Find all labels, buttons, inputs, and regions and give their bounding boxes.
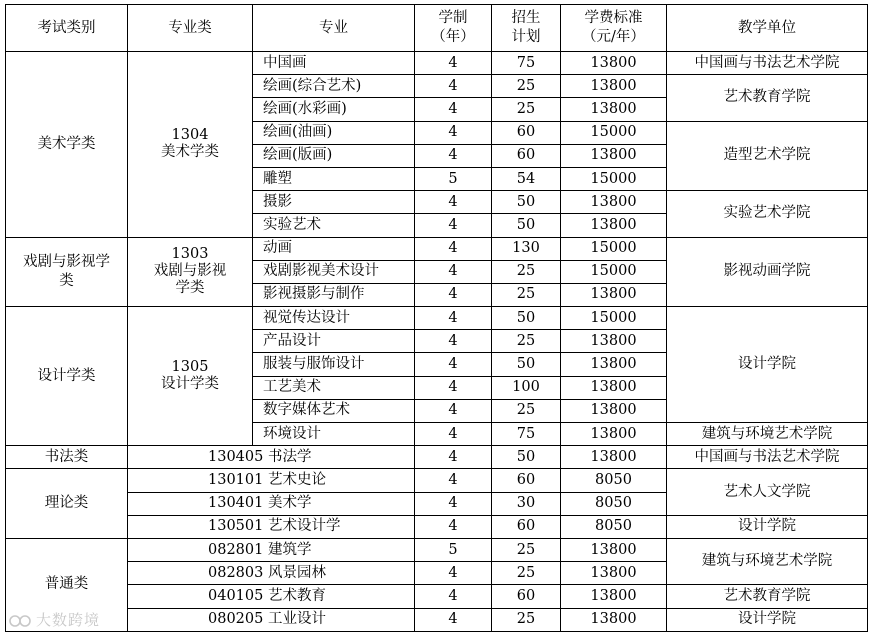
fee-cell: 13800 (561, 399, 667, 422)
major-cell: 130501 艺术设计学 (128, 515, 415, 538)
years-cell: 5 (415, 167, 492, 190)
major-cell: 实验艺术 (253, 214, 415, 237)
quota-cell: 130 (492, 237, 561, 260)
header-tuition-line2: （元/年） (582, 29, 645, 45)
quota-cell: 25 (492, 330, 561, 353)
years-cell: 4 (415, 191, 492, 214)
years-cell: 4 (415, 376, 492, 399)
class-design-name: 设计学类 (161, 376, 219, 393)
major-cell: 绘画(油画) (253, 121, 415, 144)
major-cell: 中国画 (253, 52, 415, 75)
years-cell: 4 (415, 52, 492, 75)
fee-cell: 13800 (561, 376, 667, 399)
fee-cell: 8050 (561, 469, 667, 492)
major-cell: 082803 风景园林 (128, 562, 415, 585)
major-cell: 数字媒体艺术 (253, 399, 415, 422)
unit-art-education: 艺术教育学院 (667, 585, 868, 608)
table-row (6, 469, 868, 492)
major-cell: 戏剧影视美术设计 (253, 260, 415, 283)
fee-cell: 13800 (561, 330, 667, 353)
table-row (6, 446, 868, 469)
major-cell: 082801 建筑学 (128, 538, 415, 561)
years-cell: 4 (415, 260, 492, 283)
major-cell: 绘画(版画) (253, 144, 415, 167)
major-cell: 产品设计 (253, 330, 415, 353)
header-duration-line1: 学制 (438, 10, 468, 26)
fee-cell: 15000 (561, 260, 667, 283)
fee-cell: 13800 (561, 538, 667, 561)
class-drama-code: 1303 (171, 246, 209, 263)
fee-cell: 13800 (561, 144, 667, 167)
unit-design: 设计学院 (667, 307, 868, 423)
fee-cell: 8050 (561, 515, 667, 538)
unit-architecture: 建筑与环境艺术学院 (667, 423, 868, 446)
quota-cell: 50 (492, 307, 561, 330)
quota-cell: 75 (492, 52, 561, 75)
group-general: 普通类 (6, 538, 128, 631)
table-row (6, 52, 868, 75)
years-cell: 4 (415, 98, 492, 121)
quota-cell: 50 (492, 353, 561, 376)
unit-humanities: 艺术人文学院 (667, 469, 868, 515)
quota-cell: 25 (492, 75, 561, 98)
table-row (6, 307, 868, 330)
quota-cell: 25 (492, 562, 561, 585)
major-cell: 服装与服饰设计 (253, 353, 415, 376)
group-calligraphy: 书法类 (6, 446, 128, 469)
fee-cell: 15000 (561, 237, 667, 260)
quota-cell: 25 (492, 399, 561, 422)
fee-cell: 13800 (561, 446, 667, 469)
quota-cell: 25 (492, 283, 561, 306)
unit-design: 设计学院 (667, 608, 868, 631)
class-design (128, 307, 253, 446)
quota-cell: 25 (492, 98, 561, 121)
unit-design: 设计学院 (667, 515, 868, 538)
quota-cell: 25 (492, 260, 561, 283)
fee-cell: 15000 (561, 167, 667, 190)
major-cell: 080205 工业设计 (128, 608, 415, 631)
major-cell: 影视摄影与制作 (253, 283, 415, 306)
major-cell: 摄影 (253, 191, 415, 214)
years-cell: 5 (415, 538, 492, 561)
watermark-text: 大数跨境 (36, 611, 101, 629)
group-drama-label: 戏剧与影视学类 (23, 253, 110, 289)
header-quota (492, 5, 561, 52)
major-cell: 环境设计 (253, 423, 415, 446)
years-cell: 4 (415, 237, 492, 260)
class-drama-name-line2: 学类 (175, 280, 205, 297)
unit-chinese-painting: 中国画与书法艺术学院 (667, 446, 868, 469)
quota-cell: 60 (492, 121, 561, 144)
enrollment-table (5, 4, 868, 632)
class-art-name: 美术学类 (161, 144, 219, 161)
unit-experimental: 实验艺术学院 (667, 191, 868, 237)
quota-cell: 75 (492, 423, 561, 446)
quota-cell: 30 (492, 492, 561, 515)
major-cell: 雕塑 (253, 167, 415, 190)
group-design: 设计学类 (6, 307, 128, 446)
group-theory: 理论类 (6, 469, 128, 539)
major-cell: 动画 (253, 237, 415, 260)
header-quota-line2: 计划 (511, 29, 541, 45)
fee-cell: 13800 (561, 191, 667, 214)
unit-plastic-arts: 造型艺术学院 (667, 121, 868, 191)
major-cell: 绘画(综合艺术) (253, 75, 415, 98)
fee-cell: 13800 (561, 214, 667, 237)
fee-cell: 13800 (561, 98, 667, 121)
major-cell: 130405 书法学 (128, 446, 415, 469)
unit-art-education: 艺术教育学院 (667, 75, 868, 121)
quota-cell: 60 (492, 585, 561, 608)
quota-cell: 50 (492, 214, 561, 237)
table-row (6, 515, 868, 538)
class-drama (128, 237, 253, 307)
quota-cell: 50 (492, 191, 561, 214)
class-art (128, 52, 253, 238)
fee-cell: 13800 (561, 585, 667, 608)
header-row (6, 5, 868, 52)
fee-cell: 13800 (561, 75, 667, 98)
header-exam-category: 考试类别 (6, 5, 128, 52)
fee-cell: 13800 (561, 283, 667, 306)
major-cell: 绘画(水彩画) (253, 98, 415, 121)
header-quota-line1: 招生 (511, 10, 541, 26)
fee-cell: 13800 (561, 608, 667, 631)
major-cell: 130401 美术学 (128, 492, 415, 515)
header-tuition-line1: 学费标准 (584, 10, 643, 26)
years-cell: 4 (415, 121, 492, 144)
years-cell: 4 (415, 492, 492, 515)
header-major: 专业 (253, 5, 415, 52)
quota-cell: 60 (492, 515, 561, 538)
quota-cell: 60 (492, 144, 561, 167)
fee-cell: 15000 (561, 307, 667, 330)
quota-cell: 25 (492, 608, 561, 631)
quota-cell: 60 (492, 469, 561, 492)
years-cell: 4 (415, 75, 492, 98)
years-cell: 4 (415, 608, 492, 631)
years-cell: 4 (415, 469, 492, 492)
fee-cell: 13800 (561, 52, 667, 75)
header-major-class: 专业类 (128, 5, 253, 52)
class-art-code: 1304 (171, 127, 209, 144)
fee-cell: 15000 (561, 121, 667, 144)
years-cell: 4 (415, 515, 492, 538)
years-cell: 4 (415, 144, 492, 167)
header-tuition (561, 5, 667, 52)
quota-cell: 100 (492, 376, 561, 399)
watermark-logo-icon (8, 613, 34, 629)
years-cell: 4 (415, 423, 492, 446)
group-drama (6, 237, 128, 307)
header-duration (415, 5, 492, 52)
years-cell: 4 (415, 330, 492, 353)
table-row (6, 608, 868, 631)
table-row (6, 237, 868, 260)
quota-cell: 50 (492, 446, 561, 469)
fee-cell: 8050 (561, 492, 667, 515)
years-cell: 4 (415, 399, 492, 422)
fee-cell: 13800 (561, 562, 667, 585)
years-cell: 4 (415, 283, 492, 306)
years-cell: 4 (415, 307, 492, 330)
years-cell: 4 (415, 585, 492, 608)
quota-cell: 25 (492, 538, 561, 561)
years-cell: 4 (415, 353, 492, 376)
table-row (6, 585, 868, 608)
major-cell: 视觉传达设计 (253, 307, 415, 330)
major-cell: 130101 艺术史论 (128, 469, 415, 492)
fee-cell: 13800 (561, 353, 667, 376)
years-cell: 4 (415, 562, 492, 585)
major-cell: 040105 艺术教育 (128, 585, 415, 608)
class-drama-name-line1: 戏剧与影视 (153, 263, 227, 280)
table-row (6, 538, 868, 561)
class-design-code: 1305 (171, 359, 209, 376)
quota-cell: 54 (492, 167, 561, 190)
years-cell: 4 (415, 214, 492, 237)
header-duration-line2: （年） (431, 29, 475, 45)
group-art: 美术学类 (6, 52, 128, 238)
header-unit: 教学单位 (667, 5, 868, 52)
unit-film-animation: 影视动画学院 (667, 237, 868, 307)
years-cell: 4 (415, 446, 492, 469)
fee-cell: 13800 (561, 423, 667, 446)
unit-chinese-painting: 中国画与书法艺术学院 (667, 52, 868, 75)
unit-architecture: 建筑与环境艺术学院 (667, 538, 868, 584)
watermark (8, 609, 100, 630)
major-cell: 工艺美术 (253, 376, 415, 399)
